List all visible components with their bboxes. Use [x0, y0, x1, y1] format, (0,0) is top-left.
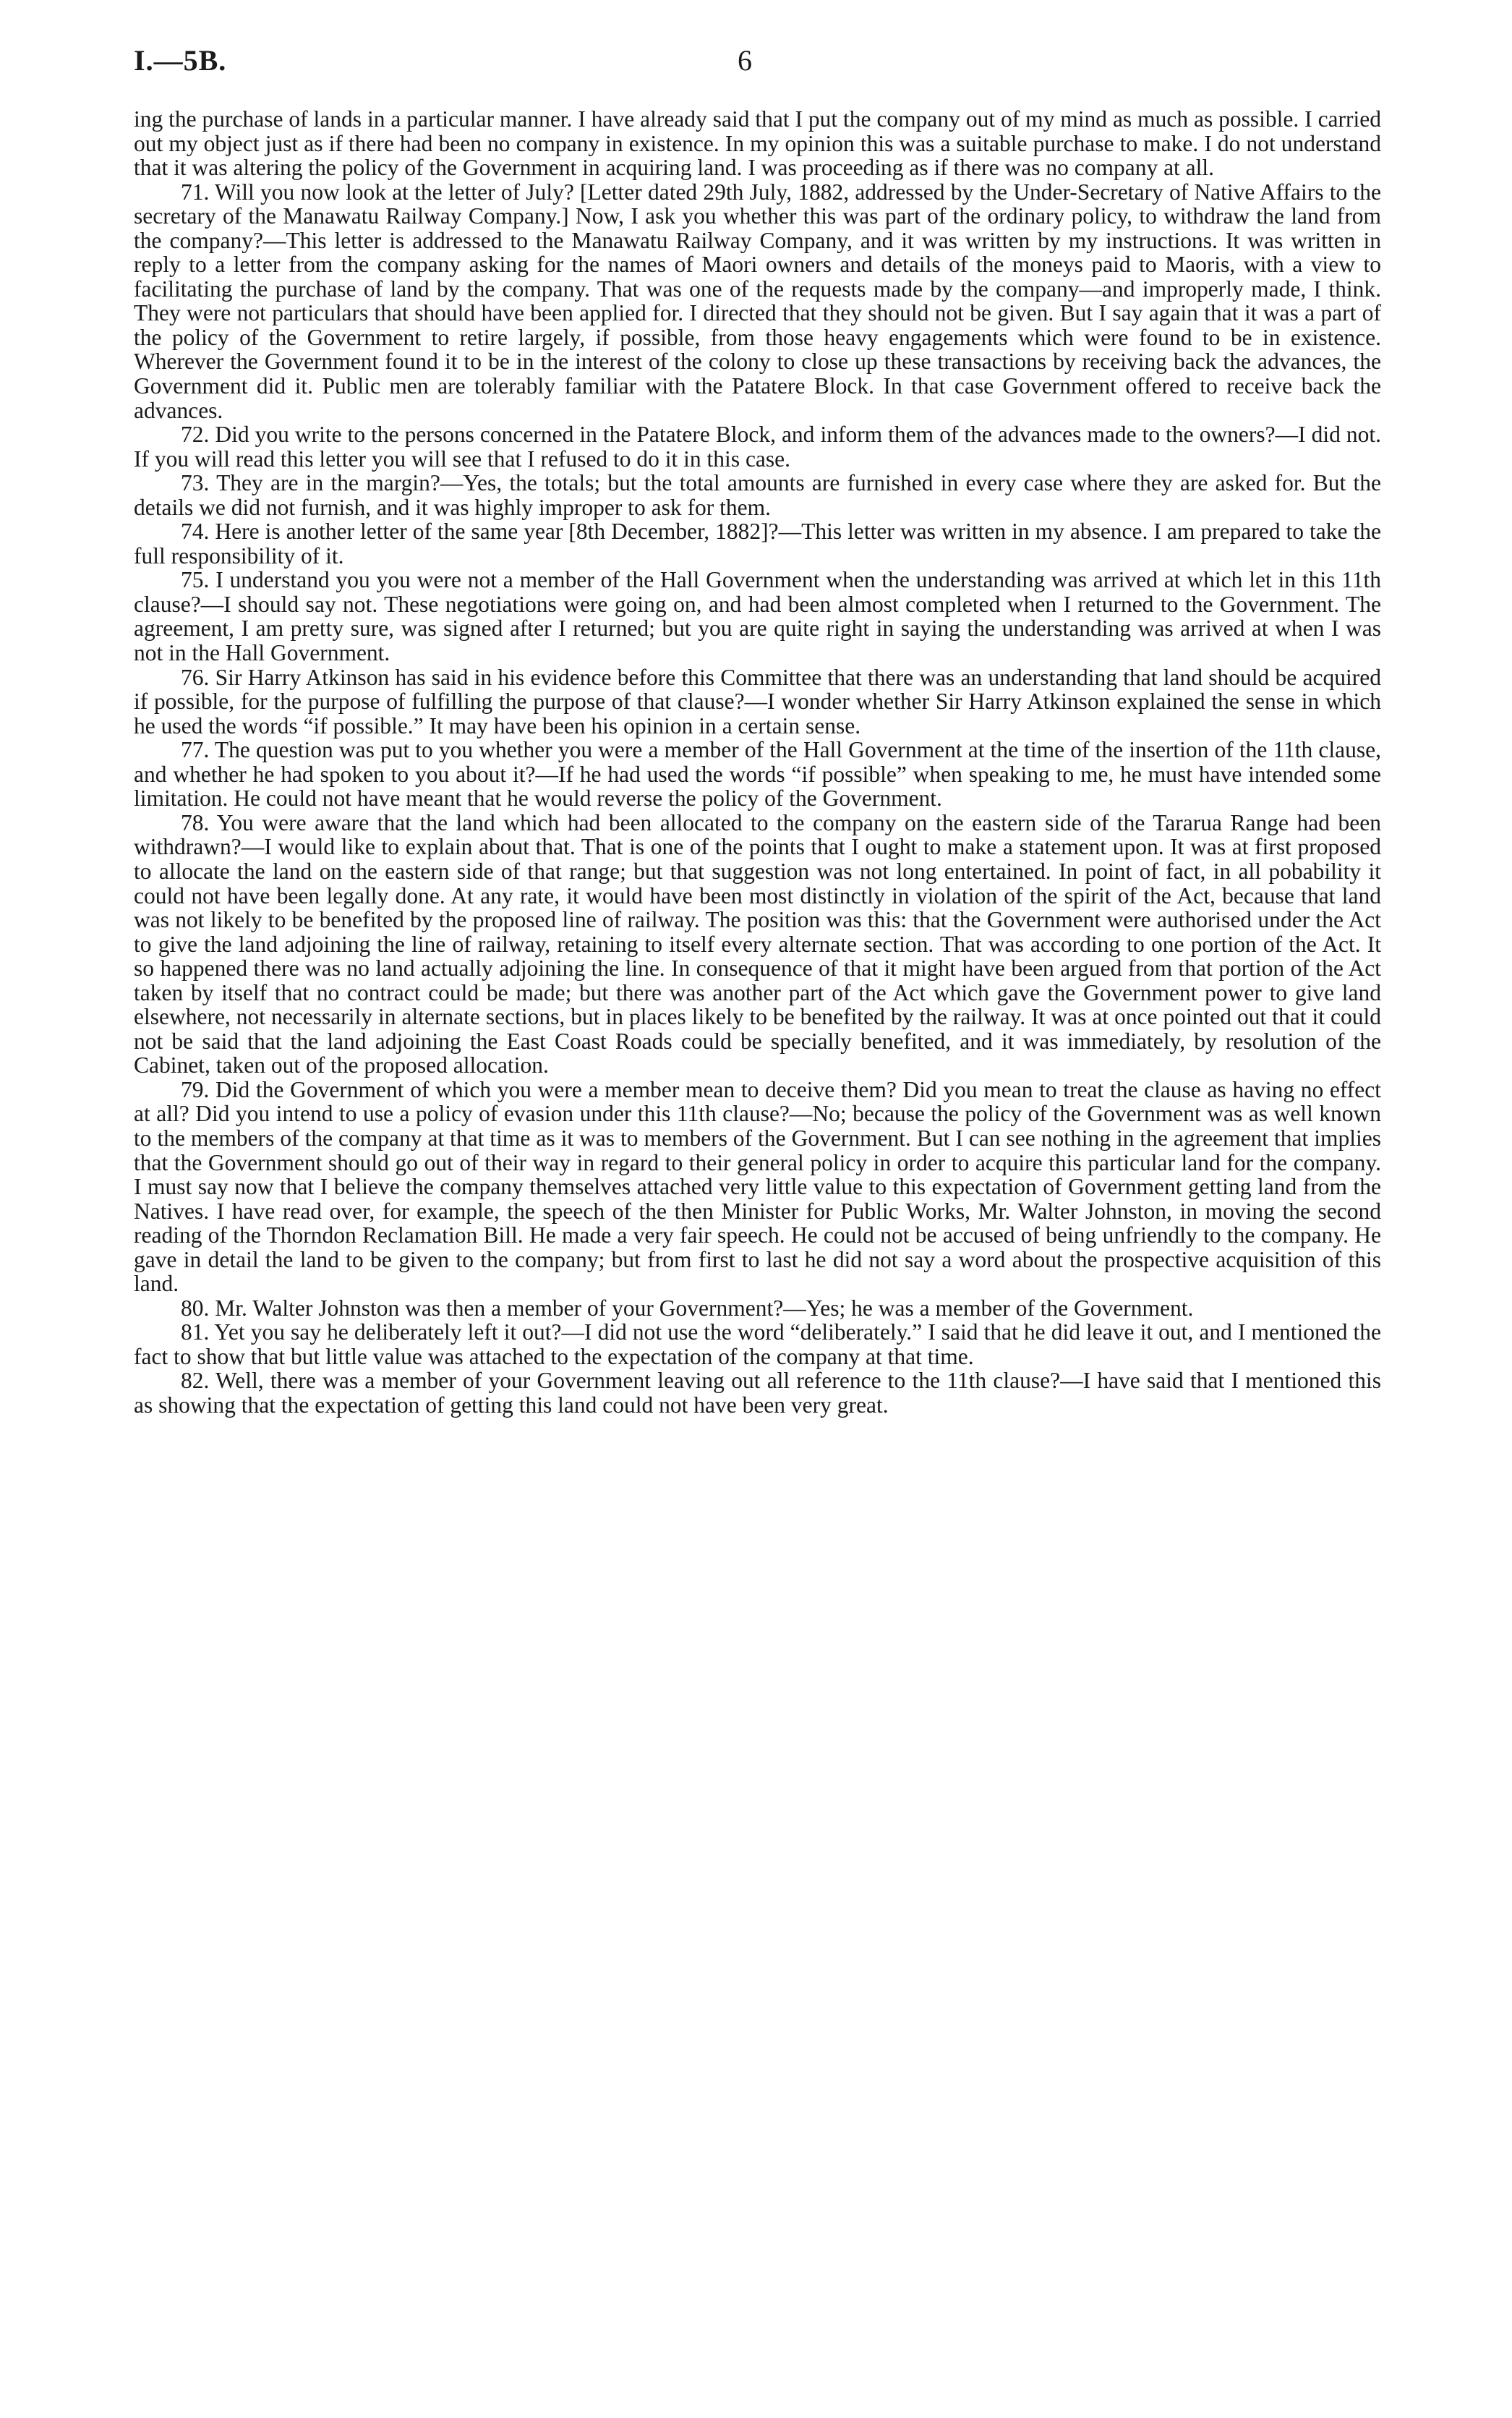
- page-header: [134, 43, 1381, 107]
- document-page: [134, 43, 1381, 1418]
- paragraph-q76: 76. Sir Harry Atkinson has said in his evidence before this Committee that there was an understanding that land should be acquired if possible, for the purpose of fulfilling the purpose of that clause?—I wonder whether Sir Harry Atkinson explained the sense in which he used the words “if possible.” It may have been his opinion in a certain sense.: [134, 664, 1381, 738]
- paragraph-q73: 73. They are in the margin?—Yes, the totals; but the total amounts are furnished in every case where they are asked for. But the details we did not furnish, and it was highly improper to ask for them.: [134, 470, 1381, 520]
- paragraph-q81: 81. Yet you say he deliberately left it out?—I did not use the word “deliberately.” I said that he did leave it out, and I mentioned the fact to show that but little value was attached to the expectation of the company at that time.: [134, 1319, 1381, 1369]
- page-number: 6: [738, 44, 752, 77]
- paragraph-q75: 75. I understand you you were not a member of the Hall Government when the understanding was arrived at which let in this 11th clause?—I should say not. These negotiations were going on, and had been almost completed when I returned to the Government. The agreement, I am pretty sure, was signed after I returned; but you are quite right in saying the understanding was arrived at when I was not in the Hall Government.: [134, 567, 1381, 666]
- paragraph-q80: 80. Mr. Walter Johnston was then a member of your Government?—Yes; he was a member of the Government.: [181, 1295, 1194, 1321]
- paragraph-q74: 74. Here is another letter of the same year [8th December, 1882]?—This letter was written in my absence. I am prepared to take the full responsibility of it.: [134, 519, 1381, 569]
- paragraph-q82: 82. Well, there was a member of your Government leaving out all reference to the 11th clause?—I have said that I mentioned this as showing that the expectation of getting this land could not have been very great.: [134, 1368, 1381, 1418]
- body-text: [134, 107, 1381, 1418]
- paragraph-q71: 71. Will you now look at the letter of July? [Letter dated 29th July, 1882, addressed by the Under-Secretary of Native Affairs to the secretary of the Manawatu Railway Company.] Now, I ask you whether this was part of the ordinary policy, to withdraw the land from the company?—This letter is addressed to the Manawatu Railway Company, and it was written by my instructions. It was written in reply to a letter from the company asking for the names of Maori owners and details of the moneys paid to Maoris, with a view to facilitating the purchase of land by the company. That was one of the requests made by the company—and improperly made, I think. They were not particulars that should have been applied for. I directed that they should not be given. But I say again that it was a part of the policy of the Government to retire largely, if possible, from those heavy engagements which were found to be in existence. Wherever the Government found it to be in the interest of the colony to close up these transactions by receiving back the advances, the Government did it. Public men are tolerably familiar with the Patatere Block. In that case Government offered to receive back the advances.: [134, 179, 1381, 423]
- paragraph-q78: 78. You were aware that the land which had been allocated to the company on the eastern side of the Tararua Range had been withdrawn?—I would like to explain about that. That is one of the points that I ought to make a statement upon. It was at first proposed to allocate the land on the eastern side of that range; but that suggestion was not long entertained. In point of fact, in all pobability it could not have been legally done. At any rate, it would have been most distinctly in violation of the spirit of the Act, because that land was not likely to be benefited by the proposed line of railway. The position was this: that the Government were authorised under the Act to give the land adjoining the line of railway, retaining to itself every alternate section. That was according to one portion of the Act. It so happened there was no land actually adjoining the line. In consequence of that it might have been argued from that portion of the Act taken by itself that no contract could be made; but there was another part of the Act which gave the Government power to give land elsewhere, not necessarily in alternate sections, but in places likely to be benefited by the railway. It was at once pointed out that it could not be said that the land adjoining the East Coast Roads could be specially benefited, and it was immediately, by resolution of the Cabinet, taken out of the proposed allocation.: [134, 809, 1381, 1078]
- paragraph-q77: 77. The question was put to you whether you were a member of the Hall Government at the time of the insertion of the 11th clause, and whether he had spoken to you about it?—If he had used the words “if possible” when speaking to me, he must have intended some limitation. He could not have meant that he would reverse the policy of the Government.: [134, 737, 1381, 812]
- paragraph-q79: 79. Did the Government of which you were a member mean to deceive them? Did you mean to treat the clause as having no effect at all? Did you intend to use a policy of evasion under this 11th clause?—No; because the policy of the Government was as well known to the members of the company at that time as it was to members of the Government. But I can see nothing in the agreement that implies that the Government should go out of their way in regard to their general policy in order to acquire this particular land for the company. I must say now that I believe the company themselves attached very little value to this expectation of Government getting land from the Natives. I have read over, for example, the speech of the then Minister for Public Works, Mr. Walter Johnston, in moving the second reading of the Thorndon Reclamation Bill. He made a very fair speech. He could not be accused of being unfriendly to the company. He gave in detail the land to be given to the company; but from first to last he did not say a word about the prospective acquisition of this land.: [134, 1076, 1381, 1297]
- paragraph-q72: 72. Did you write to the persons concerned in the Patatere Block, and inform them of the advances made to the owners?—I did not. If you will read this letter you will see that I refused to do it in this case.: [134, 422, 1381, 472]
- document-reference: I.—5B.: [134, 44, 227, 77]
- paragraph-continuation: ing the purchase of lands in a particular manner. I have already said that I put the company out of my mind as much as possible. I carried out my object just as if there had been no company in existence. In my opinion this was a suitable purchase to make. I do not understand that it was altering the policy of the Government in acquiring land. I was proceeding as if there was no company at all.: [134, 106, 1381, 181]
